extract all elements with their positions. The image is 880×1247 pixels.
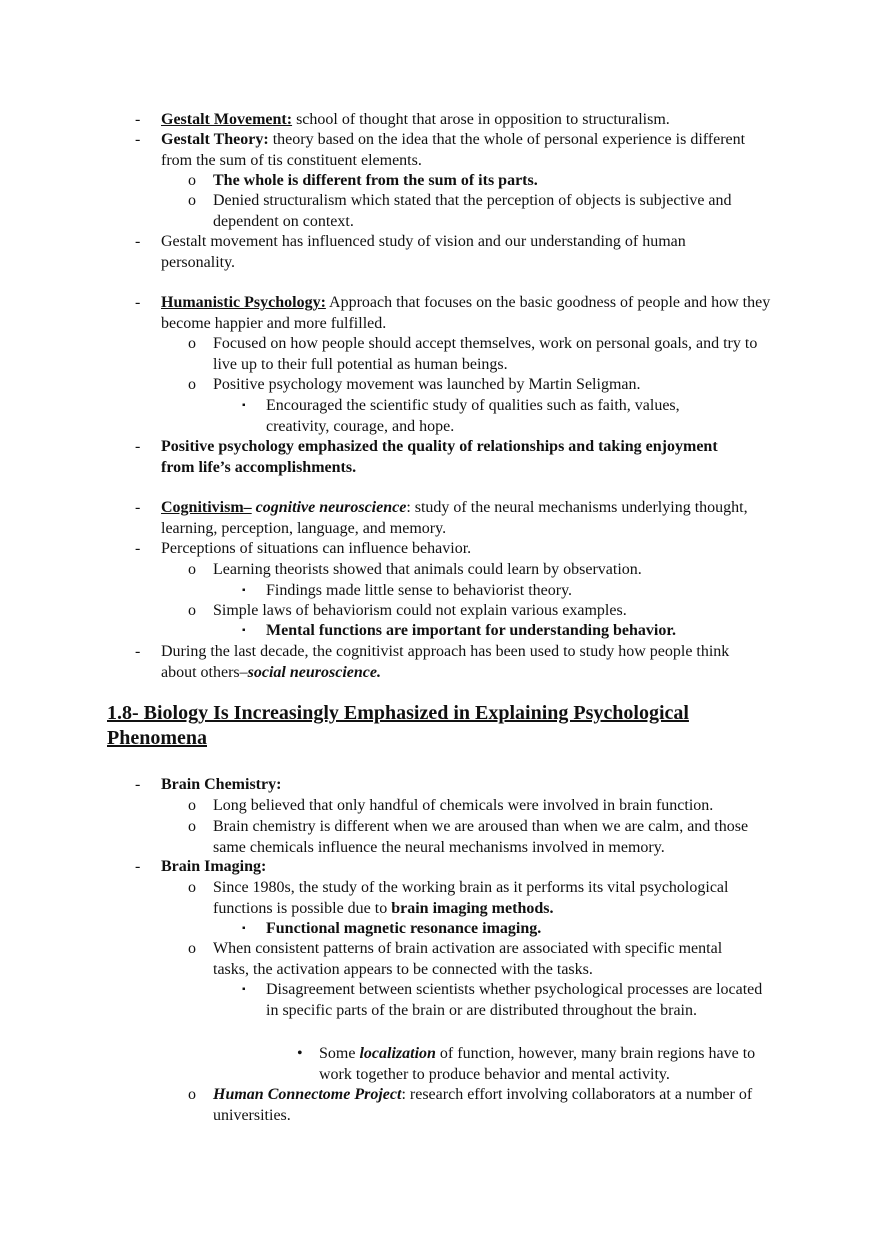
localization-term: localization (359, 1045, 436, 1062)
circle-bullet: o (188, 818, 196, 835)
gestalt-theory-definition: theory based on the idea that the whole of personal experience is different from the sum of tis constituent elements. (161, 131, 746, 169)
perceptions-text: Perceptions of situations can influence behavior. (161, 540, 472, 557)
dash-bullet: - (135, 438, 141, 455)
dash-bullet: - (135, 643, 141, 660)
circle-bullet: o (188, 172, 196, 189)
dot-bullet: • (297, 1045, 303, 1062)
dash-bullet: - (135, 131, 141, 148)
gestalt-influence-text: Gestalt movement has influenced study of vision and our understanding of human personality. (161, 233, 686, 271)
humanistic-subsub-text: Encouraged the scientific study of qualities such as faith, values, creativity, courage, and hope. (266, 397, 680, 435)
gestalt-theory-term: Gestalt Theory: (161, 131, 269, 148)
gestalt-theory-text (161, 129, 771, 171)
circle-bullet: o (188, 1086, 196, 1103)
disagreement-text: Disagreement between scientists whether psychological processes are located in specific parts of the brain or are distributed throughout the brain. (266, 981, 763, 1019)
gestalt-sub-text: The whole is different from the sum of its parts. (213, 172, 538, 189)
section-heading: 1.8- Biology Is Increasingly Emphasized in Explaining Psychological Phenomena (107, 702, 689, 749)
brain-chemistry-label: Brain Chemistry: (161, 776, 282, 793)
square-bullet: ▪ (242, 585, 246, 596)
learning-text: Learning theorists showed that animals could learn by observation. (213, 561, 642, 578)
circle-bullet: o (188, 797, 196, 814)
positive-psychology-text: Positive psychology emphasized the quality of relationships and taking enjoyment from life’s accomplishments. (161, 438, 718, 476)
mental-functions-text: Mental functions are important for understanding behavior. (266, 622, 676, 639)
cognitivism-definition: : study of the neural mechanisms underlying thought, learning, perception, language, and memory. (161, 499, 748, 537)
humanistic-sub-text: Focused on how people should accept themselves, work on personal goals, and try to live up to their full potential as human beings. (213, 335, 758, 373)
humanistic-definition: Approach that focuses on the basic goodness of people and how they become happier and more fulfilled. (161, 294, 771, 332)
dash-bullet: - (135, 858, 141, 875)
cognitivism-term: Cognitivism– (161, 499, 252, 516)
dash-bullet: - (135, 294, 141, 311)
findings-text: Findings made little sense to behaviorist theory. (266, 582, 573, 599)
brain-imaging-label: Brain Imaging: (161, 858, 267, 875)
dash-bullet: - (135, 776, 141, 793)
humanistic-text (161, 292, 786, 334)
square-bullet: ▪ (242, 984, 246, 995)
decade-text: During the last decade, the cognitivist approach has been used to study how people think about others–social neuroscience. (161, 643, 730, 681)
circle-bullet: o (188, 602, 196, 619)
chemistry-sub-text: Long believed that only handful of chemicals were involved in brain function. (213, 797, 714, 814)
brain-imaging-methods-term: brain imaging methods. (391, 900, 554, 917)
cognitivism-text (161, 497, 776, 539)
humanistic-sub-text: Positive psychology movement was launched by Martin Seligman. (213, 376, 641, 393)
square-bullet: ▪ (242, 923, 246, 934)
laws-text: Simple laws of behaviorism could not explain various examples. (213, 602, 627, 619)
dash-bullet: - (135, 111, 141, 128)
cognitive-neuroscience-term: cognitive neuroscience (255, 499, 407, 516)
square-bullet: ▪ (242, 625, 246, 636)
gestalt-movement-definition: school of thought that arose in opposition to structuralism. (292, 111, 670, 128)
circle-bullet: o (188, 940, 196, 957)
chemistry-sub-text: Brain chemistry is different when we are aroused than when we are calm, and those same chemicals influence the neural mechanisms involved in memory. (213, 818, 749, 856)
localization-text: Some localization of function, however, many brain regions have to work together to produce behavior and mental activity. (319, 1045, 756, 1083)
fmri-text: Functional magnetic resonance imaging. (266, 920, 542, 937)
imaging-sub-text: Since 1980s, the study of the working brain as it performs its vital psychological functions is possible due to brain imaging methods. (213, 879, 729, 917)
social-neuroscience-term: social neuroscience. (247, 664, 381, 681)
dash-bullet: - (135, 499, 141, 516)
circle-bullet: o (188, 335, 196, 352)
circle-bullet: o (188, 376, 196, 393)
dash-bullet: - (135, 233, 141, 250)
square-bullet: ▪ (242, 400, 246, 411)
circle-bullet: o (188, 192, 196, 209)
circle-bullet: o (188, 879, 196, 896)
imaging-sub-text: When consistent patterns of brain activation are associated with specific mental tasks, the activation appears to be connected with the tasks. (213, 940, 723, 978)
humanistic-term: Humanistic Psychology: (161, 294, 326, 311)
gestalt-movement-text (161, 109, 781, 130)
gestalt-sub-text: Denied structuralism which stated that the perception of objects is subjective and dependent on context. (213, 192, 732, 230)
human-connectome-project-term: Human Connectome Project (213, 1086, 402, 1103)
hcp-text: Human Connectome Project: research effort involving collaborators at a number of universities. (213, 1086, 753, 1124)
dash-bullet: - (135, 540, 141, 557)
circle-bullet: o (188, 561, 196, 578)
gestalt-movement-term: Gestalt Movement: (161, 111, 293, 128)
